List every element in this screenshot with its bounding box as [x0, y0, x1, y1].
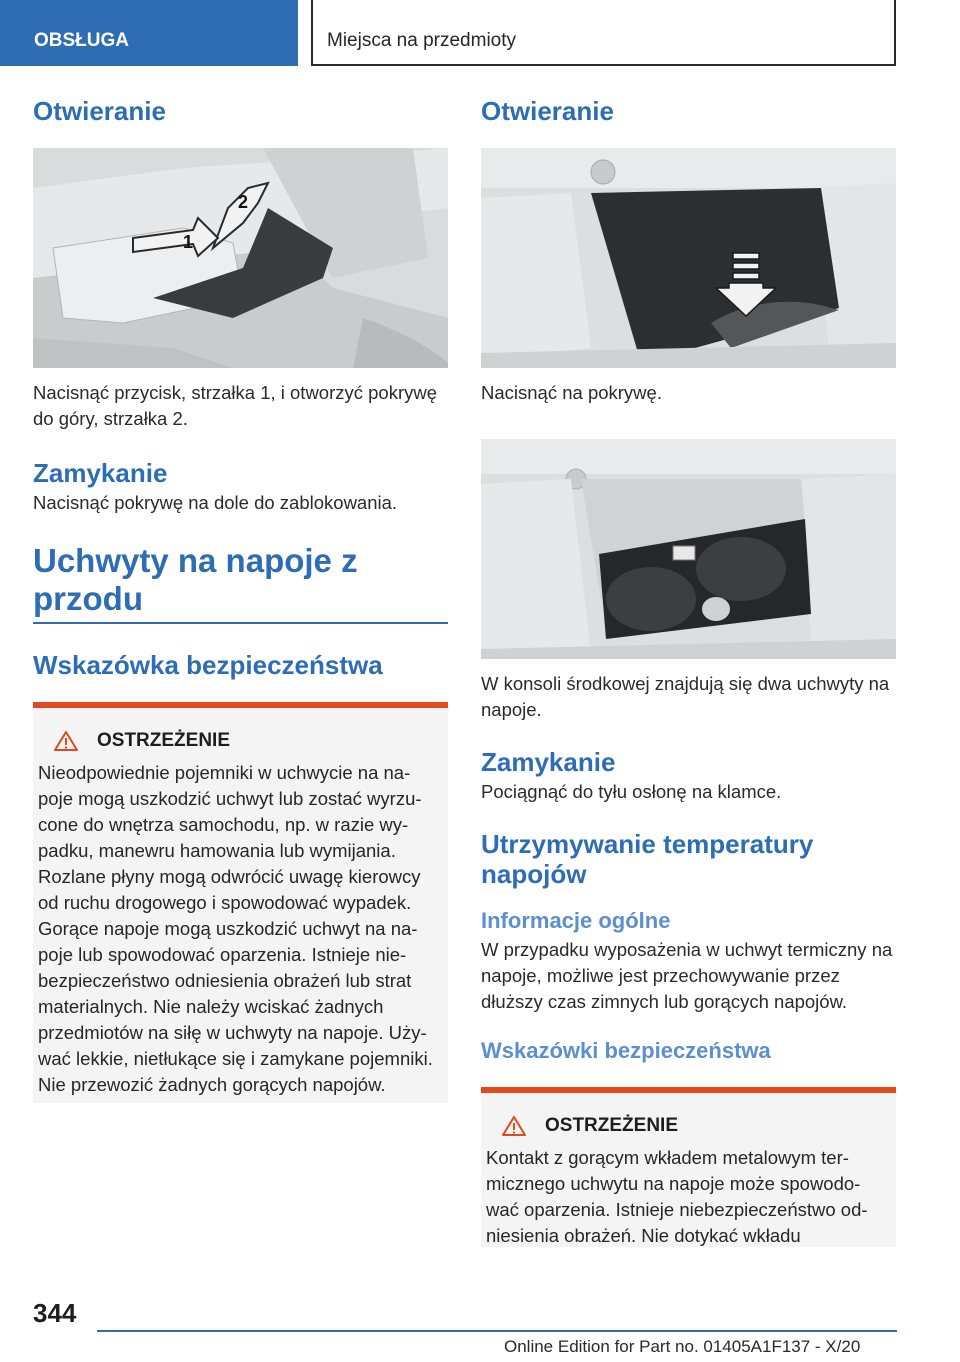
- heading-temperature: Utrzymywanie temperatury napojów: [481, 829, 814, 889]
- cupholder-illustration: [481, 439, 896, 659]
- text-close-cupholder: Pociągnąć do tyłu osłonę na klamce.: [481, 781, 782, 802]
- heading-safety-note: Wskazówka bezpieczeństwa: [33, 650, 383, 680]
- warning-header-thermal: [481, 1093, 896, 1137]
- armrest-illustration: [33, 148, 448, 368]
- heading-rule: [33, 622, 448, 624]
- heading-open-console: Otwieranie: [481, 96, 614, 126]
- heading-open: Otwieranie: [33, 96, 166, 126]
- text-open-armrest: Nacisnąć przycisk, strzałka 1, i otworzyć pokrywę do góry, strzałka 2.: [33, 382, 438, 429]
- warning-text-thermal: Kontakt z gorącym wkładem metalowym ter-micznego uchwytu na napoje może spowodo-wać oparzenia. Istnieje niebezpieczeństwo od-niesienia obrażeń. Nie dotykać wkładu: [486, 1147, 868, 1246]
- page-header: [0, 0, 960, 66]
- heading-cupholders: Uchwyty na napoje z przodu: [33, 542, 358, 617]
- armrest-image: [33, 148, 448, 368]
- right-column: [481, 96, 896, 1247]
- warning-triangle-icon: [501, 1115, 527, 1137]
- warning-box: [33, 702, 448, 1103]
- heading-general-info: Informacje ogólne: [481, 908, 671, 933]
- footer-rule: [97, 1330, 897, 1332]
- warning-header: [33, 708, 448, 752]
- text-general-info: W przypadku wyposażenia w uchwyt termiczny na napoje, możliwe jest przechowywanie przez dłuższy czas zimnych lub gorących napojów.: [481, 939, 893, 1012]
- heading-close-cupholder: Zamykanie: [481, 747, 616, 777]
- heading-close: Zamykanie: [33, 458, 168, 488]
- text-console-cupholders: W konsoli środkowej znajdują się dwa uchwyty na napoje.: [481, 673, 890, 720]
- warning-text: Nieodpowiednie pojemniki w uchwycie na na-poje mogą uszkodzić uchwyt lub zostać wyrzu-cone do wnętrza samochodu, np. w razie wy-padku, manewru hamowania lub wymijania. Rozlane płyny mogą odwrócić uwagę kierowcy od ruchu drogowego i spowodować wypadek. Gorące napoje mogą uszkodzić uchwyt na na-poje lub spowodować oparzenia. Istnieje nie-bezpieczeństwo odniesienia obrażeń lub strat materialnych. Nie należy wciskać żadnych przedmiotów na siłę w uchwyty na napoje. Uży-wać lekkie, nietłukące się i zamykane pojemniki. Nie przewozić żadnych gorących napojów.: [38, 762, 433, 1095]
- console-cover-illustration: [481, 148, 896, 368]
- chapter-title: Miejsca na przedmioty: [311, 0, 896, 66]
- left-column: [33, 96, 448, 1103]
- edition-text: Online Edition for Part no. 01405A1F137 - X/20: [504, 1337, 861, 1356]
- console-cover-image: [481, 148, 896, 368]
- section-tab: OBSŁUGA: [0, 0, 298, 66]
- heading-safety-notes: Wskazówki bezpieczeństwa: [481, 1038, 771, 1063]
- text-press-cover: Nacisnąć na pokrywę.: [481, 382, 662, 403]
- cupholder-image: [481, 439, 896, 659]
- svg-text:1: 1: [183, 232, 194, 252]
- warning-title: OSTRZEŻENIE: [97, 730, 231, 751]
- text-close-armrest: Nacisnąć pokrywę na dole do zablokowania.: [33, 492, 398, 513]
- page-number: 344: [33, 1298, 77, 1328]
- svg-text:2: 2: [238, 192, 249, 212]
- warning-title-thermal: OSTRZEŻENIE: [545, 1115, 679, 1136]
- warning-triangle-icon: [53, 730, 79, 752]
- warning-box-thermal: [481, 1087, 896, 1247]
